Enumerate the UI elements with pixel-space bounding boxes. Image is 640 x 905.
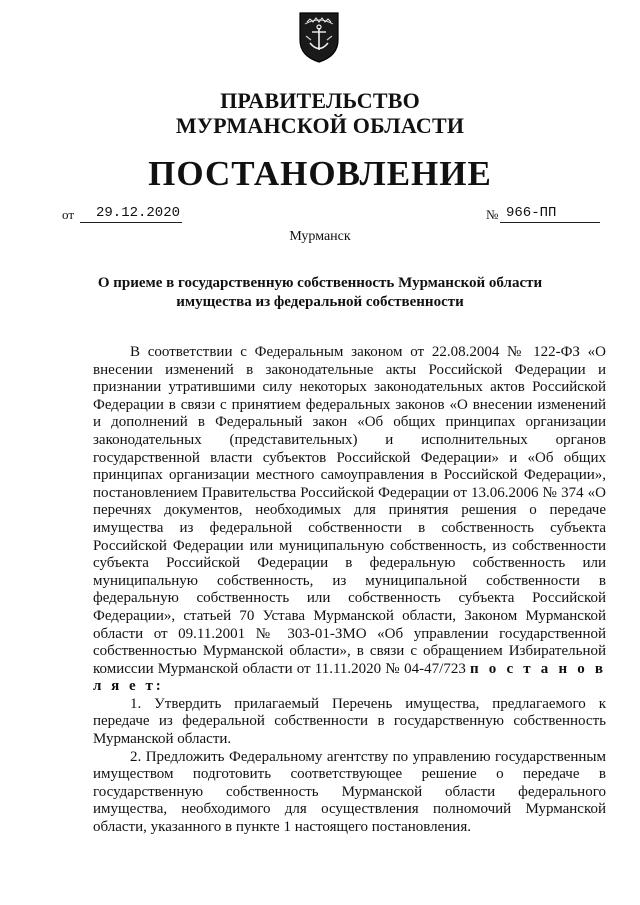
document-subject xyxy=(0,274,640,312)
item-2-paragraph: 2. Предложить Федеральному агентству по управлению государственным имуществом подготовить соответствующее решение о передаче в государственную собственность Мурманской области федерального имущества, необходимого для осуществления полномочий Мурманской области, указанного в пункте 1 настоящего постановления. xyxy=(93,748,606,836)
number-prefix: № xyxy=(486,207,499,222)
preamble-text: В соответствии с Федеральным законом от 22.08.2004 № 122-ФЗ «О внесении изменений в законодательные акты Российской Федерации и признании утратившими силу некоторых законодательных актов Российской Федерации в связи с принятием федеральных законов «О внесении изменений и дополнений в Федеральный закон «Об общих принципах организации законодательных (представительных) и исполнительных органов государственной власти субъектов Российской Федерации» и «Об общих принципах организации местного самоуправления в Российской Федерации», постановлением Правительства Российской Федерации от 13.06.2006 № 374 «О перечнях документов, необходимых для принятия решения о передаче имущества из федеральной собственности в собственность субъекта Российской Федерации или муниципальную собственность, из собственности субъекта Российской Федерации в федеральную собственность или муниципальную собственность, из муниципальной собственности в федеральную собственность или собственность субъекта Российской Федерации», статьей 70 Устава Мурманской области, Законом Мурманской области от 09.11.2001 № 303-01-ЗМО «Об управлении государственной собственностью Мурманской области», в связи с обращением Избирательной комиссии Мурманской области от 11.11.2020 № 04-47/723 xyxy=(93,344,606,677)
date-prefix: от xyxy=(62,207,75,222)
item-1-paragraph: 1. Утвердить прилагаемый Перечень имущества, предлагаемого к передаче из федеральной собственности в государственную собственность Мурманской области. xyxy=(93,695,606,748)
document-type-heading: ПОСТАНОВЛЕНИЕ xyxy=(148,154,492,193)
subject-line2: имущества из федеральной собственности xyxy=(176,294,464,310)
document-body xyxy=(93,344,606,837)
city-name: Мурманск xyxy=(289,229,351,244)
number-underline xyxy=(500,222,600,223)
government-name-line2: МУРМАНСКОЙ ОБЛАСТИ xyxy=(175,113,465,138)
date-underline xyxy=(80,222,182,223)
decree-word: п о с т а н о в л я е т: xyxy=(93,660,606,695)
government-name-line1: ПРАВИТЕЛЬСТВО xyxy=(220,88,420,113)
document-date: 29.12.2020 xyxy=(96,205,181,221)
document-number: 966-ПП xyxy=(506,205,557,221)
preamble-paragraph xyxy=(93,344,606,696)
subject-line1: О приеме в государственную собственность Мурманской области xyxy=(97,275,543,291)
coat-of-arms-emblem xyxy=(297,10,341,64)
